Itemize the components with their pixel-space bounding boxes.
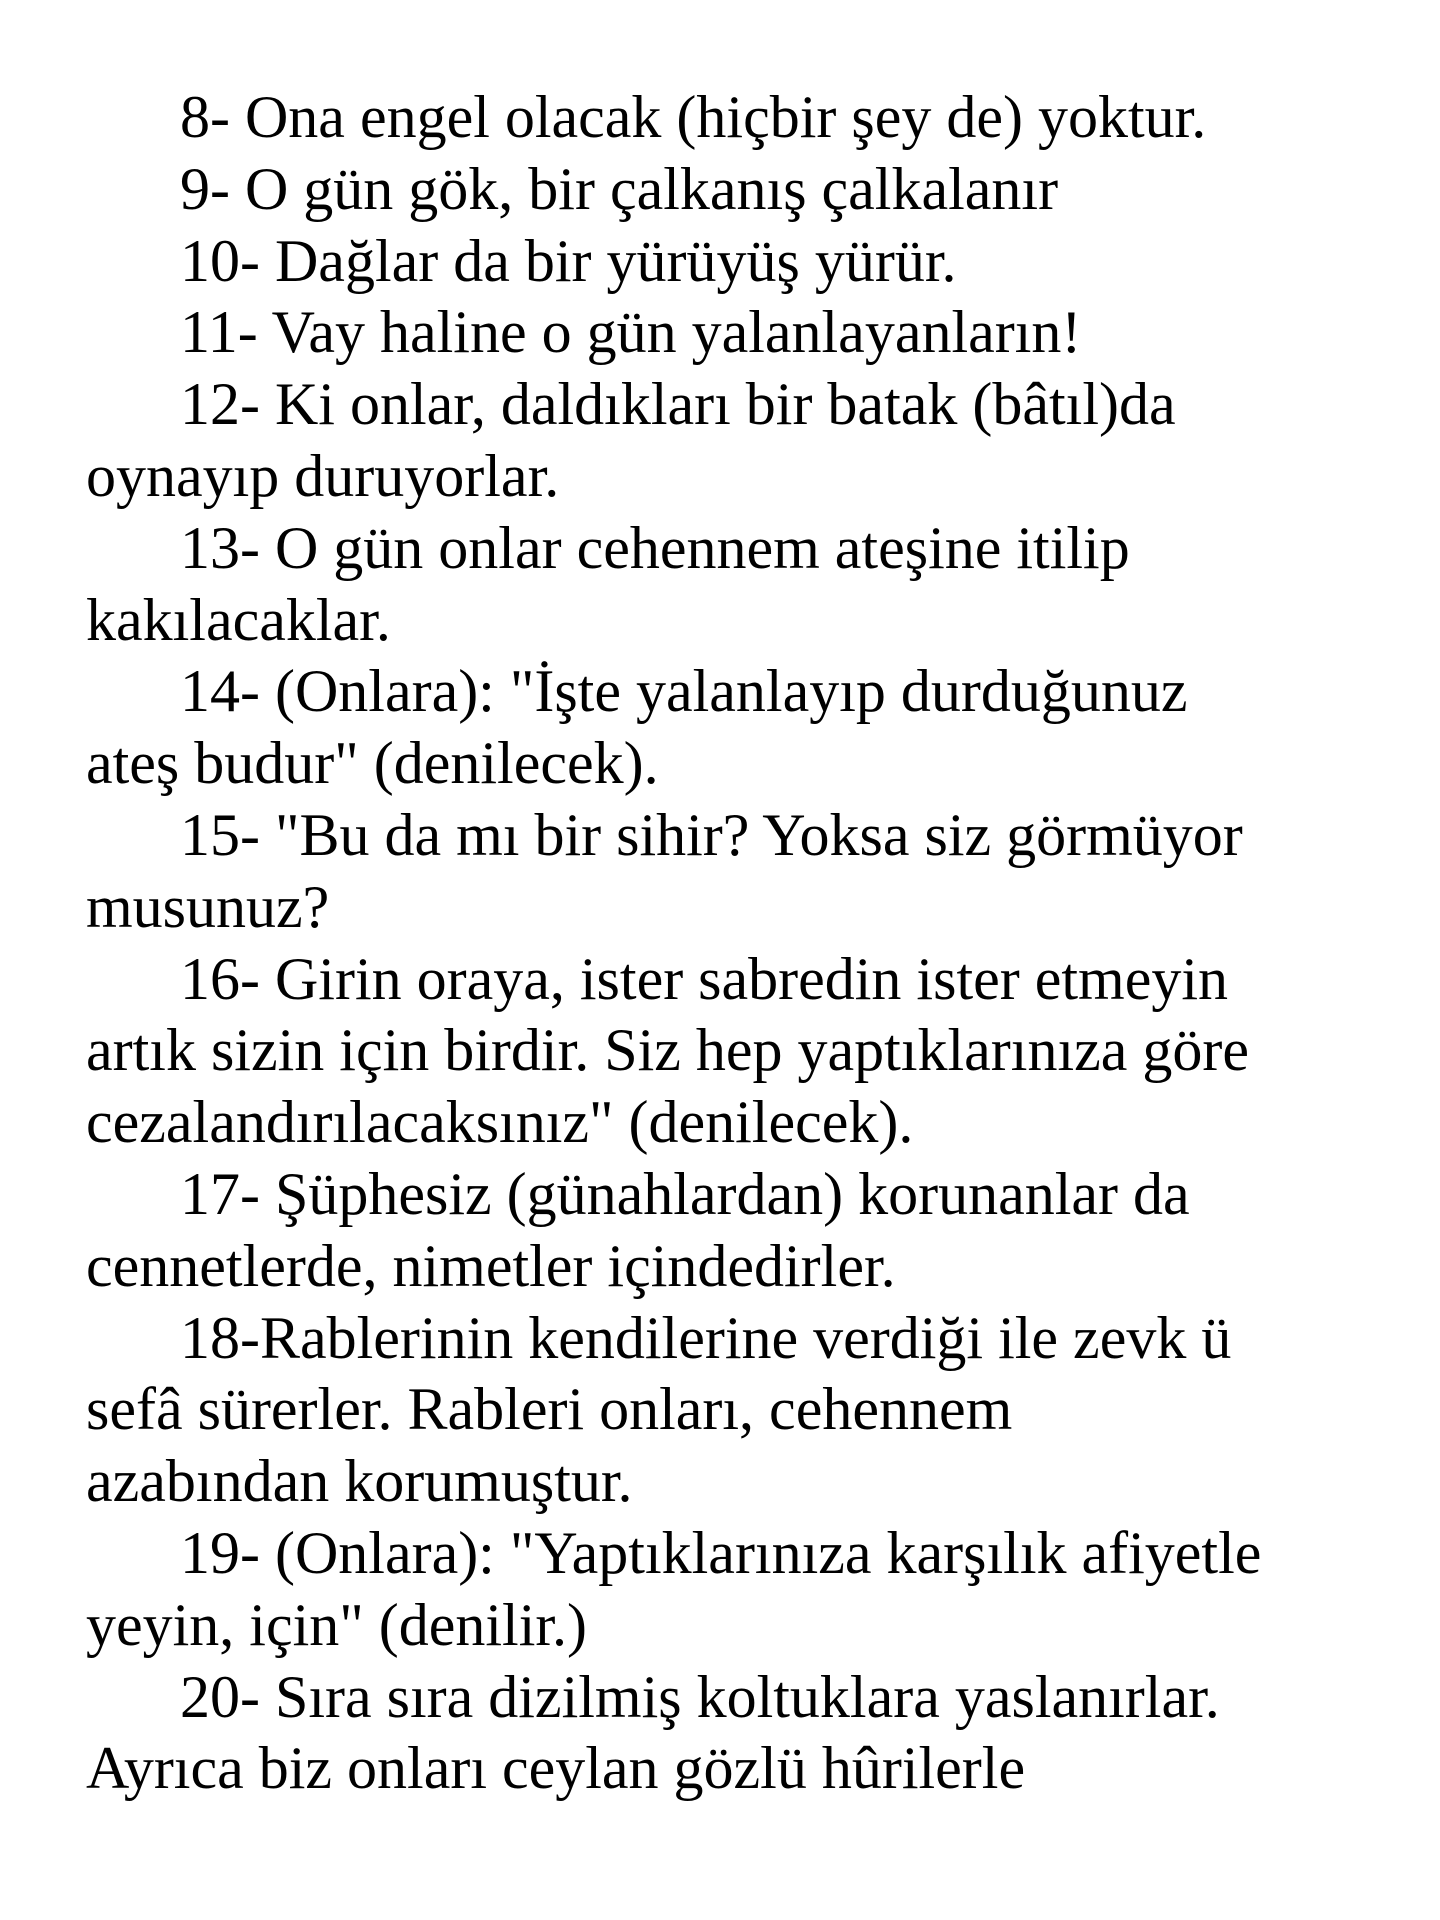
verse-line: 11- Vay haline o gün yalanlayanların! <box>180 299 1082 366</box>
verse-line: Ayrıca biz onları ceylan gözlü hûrilerle <box>86 1735 1026 1802</box>
verse-line: 8- Ona engel olacak (hiçbir şey de) yoktur. <box>180 84 1207 150</box>
verse-line: azabından korumuştur. <box>86 1448 633 1515</box>
verse-13 <box>86 513 1376 657</box>
verse-line: cennetlerde, nimetler içindedirler. <box>86 1232 896 1299</box>
verse-19 <box>86 1518 1376 1662</box>
verse-line: 20- Sıra sıra dizilmiş koltuklara yaslanırlar. <box>180 1663 1220 1730</box>
verse-line: artık sizin için birdir. Siz hep yaptıklarınıza göre <box>86 1017 1249 1084</box>
verse-line: musunuz? <box>86 873 330 940</box>
verse-14 <box>86 656 1376 800</box>
verse-20 <box>86 1662 1376 1806</box>
verse-line: ateş budur" (denilecek). <box>86 730 659 797</box>
verse-line: 9- O gün gök, bir çalkanış çalkalanır <box>180 155 1059 222</box>
verse-line: cezalandırılacaksınız" (denilecek). <box>86 1089 914 1156</box>
verse-line: 10- Dağlar da bir yürüyüş yürür. <box>180 227 957 294</box>
verse-line: 13- O gün onlar cehennem ateşine itilip <box>180 514 1130 581</box>
verse-12 <box>86 369 1376 513</box>
verse-line: 15- "Bu da mı bir sihir? Yoksa siz görmüyor <box>180 801 1243 868</box>
verse-8 <box>86 82 1376 154</box>
verse-line: 12- Ki onlar, daldıkları bir batak (bâtıl)da <box>180 371 1176 438</box>
verse-text-block <box>86 82 1376 1805</box>
verse-line: 18-Rablerinin kendilerine verdiği ile zevk ü <box>180 1304 1232 1371</box>
verse-line: yeyin, için" (denilir.) <box>86 1591 588 1658</box>
verse-line: oynayıp duruyorlar. <box>86 442 560 509</box>
verse-11 <box>86 297 1376 369</box>
verse-15 <box>86 800 1376 944</box>
verse-line: 19- (Onlara): "Yaptıklarınıza karşılık afiyetle <box>180 1519 1262 1586</box>
verse-17 <box>86 1159 1376 1303</box>
verse-18 <box>86 1303 1376 1518</box>
verse-line: sefâ sürerler. Rableri onları, cehennem <box>86 1376 1013 1443</box>
verse-10 <box>86 226 1376 298</box>
verse-line: 16- Girin oraya, ister sabredin ister etmeyin <box>180 945 1229 1012</box>
verse-16 <box>86 944 1376 1159</box>
verse-line: kakılacaklar. <box>86 586 391 653</box>
verse-line: 14- (Onlara): "İşte yalanlayıp durduğunuz <box>180 658 1188 725</box>
verse-9 <box>86 154 1376 226</box>
verse-line: 17- Şüphesiz (günahlardan) korunanlar da <box>180 1160 1190 1227</box>
